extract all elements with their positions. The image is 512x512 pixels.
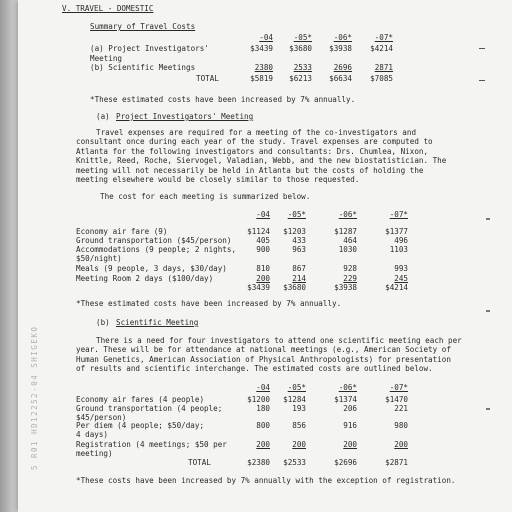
part-b-footnote: *These costs have been increased by 7% annually with the exception of registration. (76, 476, 456, 485)
cost-cell: 928 (343, 264, 357, 273)
row-label: Meals (9 people, 3 days, $30/day) (76, 264, 227, 273)
summary-total-cell: $6634 (329, 74, 352, 83)
total-cell: $3680 (283, 283, 306, 292)
cost-cell: 867 (292, 264, 306, 273)
paragraph-line: consultant once during each year of the study. Travel expenses are computed to (76, 137, 433, 147)
part-b-heading: Scientific Meeting (116, 318, 199, 327)
total-cell: $2380 (247, 458, 270, 467)
edge-mark (486, 218, 490, 220)
total-cell: $4214 (385, 283, 408, 292)
part-a-intro: The cost for each meeting is summarized below. (100, 192, 311, 201)
year-header: -06* (338, 210, 357, 219)
cost-cell: 993 (394, 264, 408, 273)
cost-cell: $1287 (334, 227, 357, 236)
cost-cell: 980 (394, 421, 408, 430)
cost-cell: 963 (292, 245, 306, 254)
cost-cell: $1200 (247, 395, 270, 404)
year-header: -04 (256, 383, 270, 392)
cost-cell: $1377 (385, 227, 408, 236)
summary-cell: $4214 (370, 44, 393, 53)
summary-footnote: *These estimated costs have been increased by 7% annually. (90, 95, 356, 104)
cost-cell: 200 (256, 274, 270, 283)
summary-year-header: -05* (293, 33, 312, 42)
cost-cell: 200 (292, 440, 306, 449)
row-label: $50/night) (76, 254, 122, 263)
paragraph-line: Human Genetics, American Association of Physical Anthropologists) for presentation (76, 354, 451, 364)
paragraph-line: Atlanta for the following investigators and consultants: Drs. Chumlea, Nixon, (76, 146, 429, 156)
cost-cell: 206 (343, 404, 357, 413)
paragraph-line: year. These will be for attendance at national meetings (e.g., American Society of (76, 345, 451, 355)
edge-mark (479, 80, 485, 81)
row-label: Meeting Room 2 days ($100/day) (76, 274, 214, 283)
summary-cell: $3938 (329, 44, 352, 53)
part-b-prefix: (b) (96, 318, 110, 327)
cost-cell: 900 (256, 245, 270, 254)
total-cell: $3938 (334, 283, 357, 292)
total-cell: $2871 (385, 458, 408, 467)
total-cell: $2696 (334, 458, 357, 467)
summary-total-label: TOTAL (196, 74, 219, 83)
cost-cell: 200 (343, 440, 357, 449)
part-a-footnote: *These estimated costs have been increased by 7% annually. (76, 299, 342, 308)
row-label: $45/person) (76, 413, 127, 422)
cost-cell: $1203 (283, 227, 306, 236)
summary-total-cell: $5819 (250, 74, 273, 83)
summary-row-label: (b) Scientific Meetings (90, 63, 196, 72)
edge-mark (486, 408, 490, 410)
total-cell: $2533 (283, 458, 306, 467)
year-header: -06* (338, 383, 357, 392)
year-header: -04 (256, 210, 270, 219)
summary-title: Summary of Travel Costs (90, 22, 196, 31)
cost-cell: 810 (256, 264, 270, 273)
row-label: Economy air fares (4 people) (76, 395, 205, 404)
summary-cell: 2533 (293, 63, 312, 72)
cost-cell: 1030 (338, 245, 357, 254)
total-cell: $3439 (247, 283, 270, 292)
section-heading: V. TRAVEL - DOMESTIC (62, 4, 154, 13)
paragraph-line: meeting will not necessarily be held in Atlanta but the costs of holding the (76, 165, 424, 175)
summary-cell: $3680 (289, 44, 312, 53)
year-header: -05* (287, 210, 306, 219)
cost-cell: $1284 (283, 395, 306, 404)
row-label: Registration (4 meetings; $50 per (76, 440, 227, 449)
summary-cell: 2871 (374, 63, 393, 72)
cost-cell: 229 (343, 274, 357, 283)
row-label: Per diem (4 people; $50/day; (76, 421, 205, 430)
edge-mark (479, 48, 485, 49)
summary-row-label: (a) Project Investigators' (90, 44, 209, 53)
cost-cell: 245 (394, 274, 408, 283)
row-label: Accommodations (9 people; 2 nights, (76, 245, 237, 254)
row-label: Ground transportation (4 people; (76, 404, 223, 413)
cost-cell: 800 (256, 421, 270, 430)
cost-cell: 200 (256, 440, 270, 449)
summary-total-cell: $6213 (289, 74, 312, 83)
part-a-heading: Project Investigators' Meeting (116, 112, 254, 121)
row-label: 4 days) (76, 430, 109, 439)
cost-cell: 496 (394, 236, 408, 245)
scan-margin (0, 0, 18, 512)
cost-cell: 221 (394, 404, 408, 413)
cost-cell: 405 (256, 236, 270, 245)
summary-year-header: -07* (374, 33, 393, 42)
cost-cell: 193 (292, 404, 306, 413)
summary-cell: 2380 (254, 63, 273, 72)
cost-cell: $1124 (247, 227, 270, 236)
cost-cell: 916 (343, 421, 357, 430)
paragraph-line: meeting elsewhere would be closely similar to those requested. (76, 175, 360, 184)
summary-cell: 2696 (333, 63, 352, 72)
cost-cell: 856 (292, 421, 306, 430)
cost-cell: $1470 (385, 395, 408, 404)
summary-row-label: Meeting (90, 54, 123, 63)
summary-total-cell: $7085 (370, 74, 393, 83)
year-header: -07* (389, 210, 408, 219)
paragraph-line: Travel expenses are required for a meeting of the co-investigators and (96, 128, 417, 137)
row-label: meeting) (76, 449, 113, 458)
summary-cell: $3439 (250, 44, 273, 53)
paragraph-line: Knittle, Reed, Roche, Siervogel, Valadian, Webb, and the new biostatistician. The (76, 156, 447, 166)
total-label: TOTAL (188, 458, 211, 467)
margin-stamp: 5 R01 HD12252-04 SHIGEKO (30, 325, 39, 470)
cost-cell: 180 (256, 404, 270, 413)
year-header: -05* (287, 383, 306, 392)
cost-cell: 433 (292, 236, 306, 245)
summary-year-header: -04 (259, 33, 273, 42)
cost-cell: 214 (292, 274, 306, 283)
cost-cell: $1374 (334, 395, 357, 404)
cost-cell: 1103 (389, 245, 408, 254)
part-a-prefix: (a) (96, 112, 110, 121)
edge-mark (486, 310, 490, 312)
cost-cell: 464 (343, 236, 357, 245)
paragraph-line: There is a need for four investigators to attend one scientific meeting each per (96, 336, 462, 345)
paragraph-line: of results and scientific interchange. The estimated costs are outlined below. (76, 364, 433, 374)
row-label: Economy air fare (9) (76, 227, 168, 236)
summary-year-header: -06* (333, 33, 352, 42)
row-label: Ground transportation ($45/person) (76, 236, 232, 245)
year-header: -07* (389, 383, 408, 392)
cost-cell: 200 (394, 440, 408, 449)
